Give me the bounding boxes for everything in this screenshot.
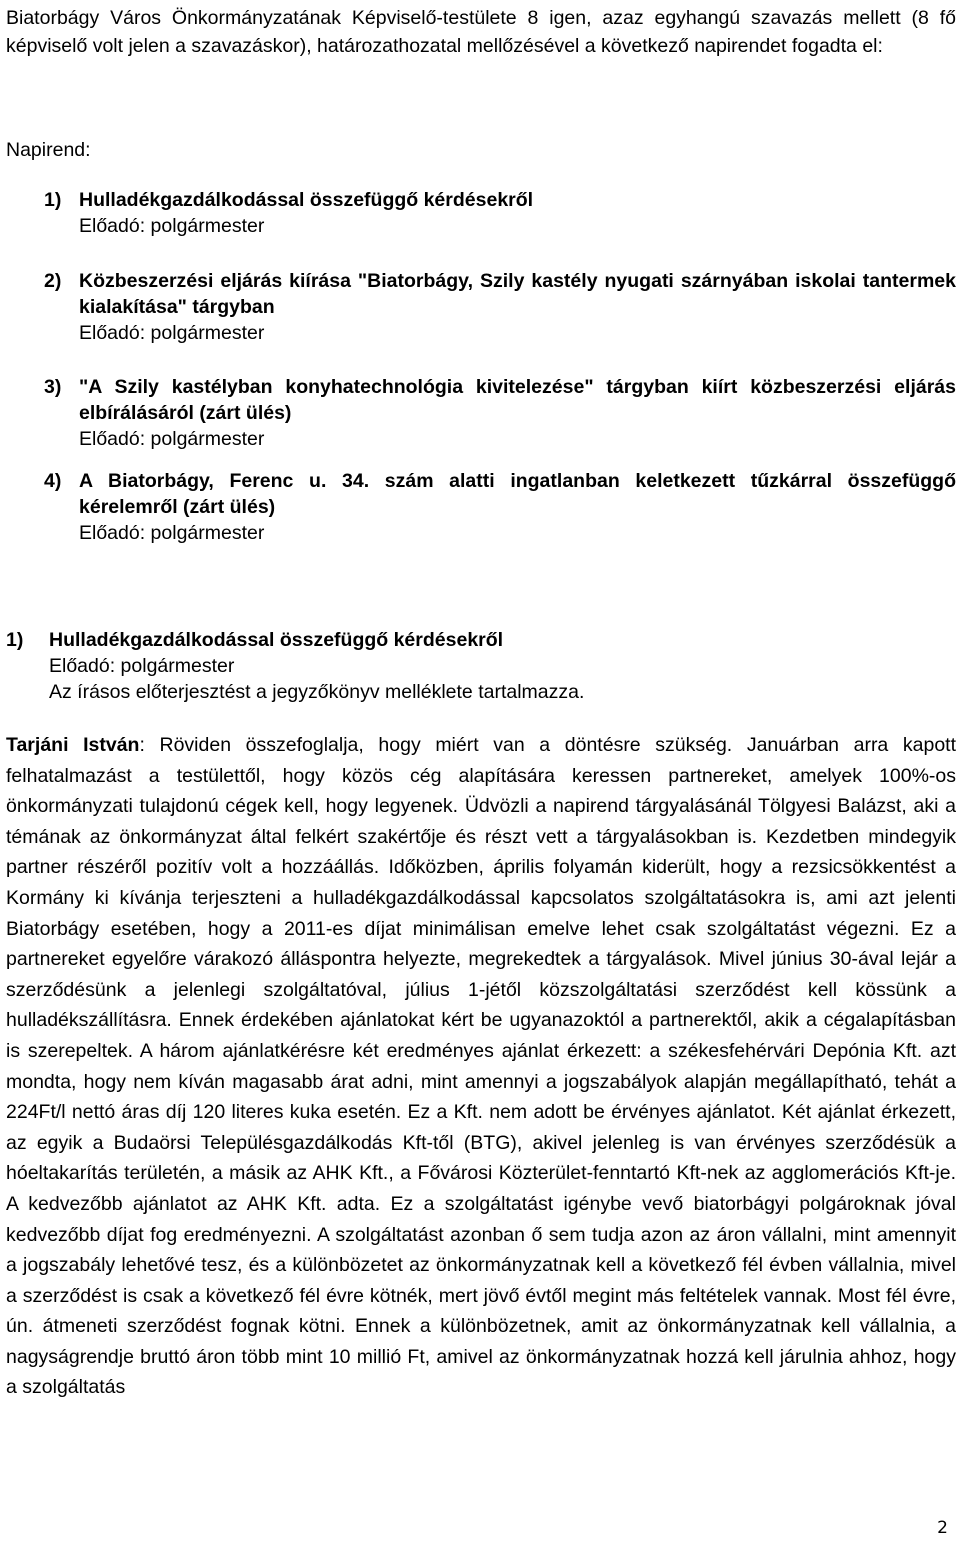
- page-number: 2: [937, 1518, 948, 1538]
- speech-paragraph: [6, 730, 956, 1403]
- agenda-item-presenter: Előadó: polgármester: [79, 522, 265, 544]
- agenda-item-presenter: Előadó: polgármester: [79, 428, 265, 450]
- agenda-item-presenter: Előadó: polgármester: [79, 215, 265, 237]
- section-note: Az írásos előterjesztést a jegyzőkönyv melléklete tartalmazza.: [49, 681, 585, 703]
- section-1: [6, 627, 956, 705]
- agenda-item-number: 2): [44, 270, 62, 292]
- agenda-heading: Napirend:: [6, 139, 91, 161]
- document-page: [6, 0, 957, 1399]
- agenda-item-number: 1): [44, 189, 62, 211]
- agenda-item-title: Közbeszerzési eljárás kiírása "Biatorbágy, Szily kastély nyugati szárnyában iskolai tantermek kialakítása" tárgyban: [79, 270, 956, 318]
- agenda-item-title: "A Szily kastélyban konyhatechnológia kivitelezése" tárgyban kiírt közbeszerzési eljárás elbírálásáról (zárt ülés): [79, 376, 956, 424]
- section-presenter: Előadó: polgármester: [49, 655, 235, 677]
- speaker-name: Tarjáni István: [6, 734, 140, 756]
- agenda-item-number: 3): [44, 376, 62, 398]
- section-title: Hulladékgazdálkodással összefüggő kérdésekről: [49, 629, 504, 651]
- agenda-item-2: [6, 268, 956, 346]
- agenda-item-presenter: Előadó: polgármester: [79, 322, 265, 344]
- agenda-item-title: A Biatorbágy, Ferenc u. 34. szám alatti ingatlanban keletkezett tűzkárral összefüggő kérelemről (zárt ülés): [79, 470, 956, 518]
- agenda-item-number: 4): [44, 470, 62, 492]
- intro-paragraph: Biatorbágy Város Önkormányzatának Képviselő-testülete 8 igen, azaz egyhangú szavazás mellett (8 fő képviselő volt jelen a szavazáskor), határozathozatal mellőzésével a következő napirendet fogadta el:: [6, 7, 956, 57]
- agenda-item-title: Hulladékgazdálkodással összefüggő kérdésekről: [79, 189, 534, 211]
- agenda-item-4: [6, 468, 956, 546]
- section-number: 1): [6, 629, 24, 651]
- speech-text: : Röviden összefoglalja, hogy miért van a döntésre szükség. Januárban arra kapott felhatalmazást a testülettől, hogy közös cég alapítására keressen partnereket, amelyek 100%-os önkormányzati tulajdonú cégek kell, hogy legyenek. Üdvözli a napirend tárgyalásánál Tölgyesi Balázst, aki a témának az önkormányzat által felkért szakértője és részt vett a tárgyalásokban is. Kezdetben mindegyik partner részéről pozitív volt a hozzáállás. Időközben, április folyamán kiderült, hogy a rezsicsökkentést a Kormány ki kívánja terjeszteni a hulladékgazdálkodással kapcsolatos szolgáltatásokra is, ami azt jelenti Biatorbágy esetében, hogy a 2011-es díjat minimálisan emelve lehet csak szolgáltatást végezni. Ez a partnereket egyelőre várakozó álláspontra helyezte, megrekedtek a tárgyalások. Mivel június 30-ával lejár a szerződésünk a jelenlegi szolgáltatóval, július 1-jétől közszolgáltatási szerződést kell kössünk a hulladékszállításra. Ennek érdekében ajánlatokat kért be ugyanazoktól a partnerektől, akik a cégalapításban is szerepeltek. A három ajánlatkérésre két eredményes ajánlat érkezett: a székesfehérvári Depónia Kft. azt mondta, hogy nem kíván magasabb árat adni, mint amennyi a jogszabályok alapján megállapítható, tehát a 224Ft/l nettó áras díj 120 literes kuka esetén. Ez a Kft. nem adott be érvényes ajánlatot. Két ajánlat érkezett, az egyik a Budaörsi Településgazdálkodás Kft-től (BTG), akivel jelenleg is van érvényes szerződésük a hóeltakarítás területén, a másik az AHK Kft., a Fővárosi Közterület-fenntartó Kft-nek az agglomerációs Kft-je. A kedvezőbb ajánlatot az AHK Kft. adta. Ez a szolgáltatást igénybe vevő biatorbágyi polgároknak jóval kedvezőbb díjat fog eredményezni. A szolgáltatást azonban ő sem tudja azon az áron vállalni, mint amennyit a jogszabály lehetővé tesz, és a különbözetet az önkormányzatnak kell a következő fél évben vállalnia, mivel a szerződést is csak a következő fél évre kötnék, mert jövő évtől megint más feltételek vannak. Most fél évre, ún. átmeneti szerződést fognak kötni. Ennek a különbözetnek, amit az önkormányzatnak kell vállalnia, a nagyságrendje bruttó áron több mint 10 millió Ft, amivel az önkormányzatnak hozzá kell járulnia ahhoz, hogy a szolgáltatás: [6, 734, 957, 1399]
- agenda-item-1: [6, 187, 956, 239]
- agenda-item-3: [6, 374, 956, 452]
